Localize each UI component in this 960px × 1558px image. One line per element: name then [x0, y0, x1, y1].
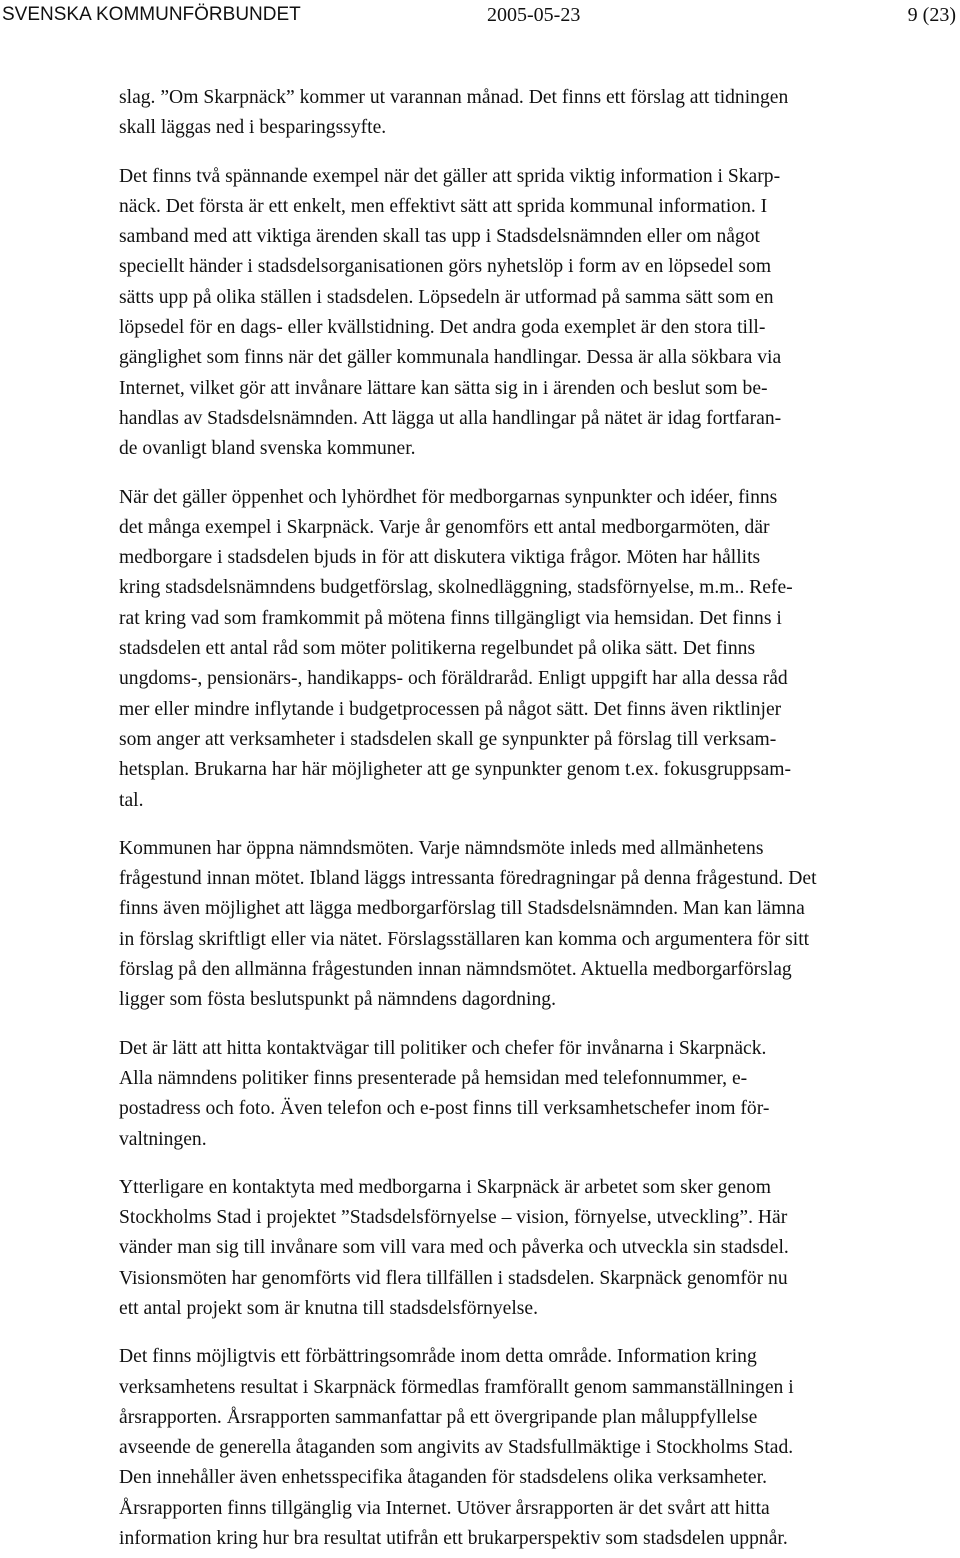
text-line: avseende de generella åtaganden som angivits av Stadsfullmäktige i Stockholms Stad.	[119, 1437, 794, 1459]
document-body	[119, 83, 909, 1554]
text-line: förslag på den allmänna frågestunden innan nämndsmötet. Aktuella medborgarförslag	[119, 959, 792, 981]
header-organization: SVENSKA KOMMUNFÖRBUNDET	[2, 4, 301, 25]
text-line: skall läggas ned i besparingssyfte.	[119, 117, 387, 139]
paragraph	[119, 834, 909, 1016]
text-line: speciellt händer i stadsdelsorganisationen görs nyhetslöp i form av en löpsedel som	[119, 256, 772, 278]
paragraph	[119, 1034, 909, 1155]
text-line: ett antal projekt som är knutna till stadsdelsförnyelse.	[119, 1297, 538, 1319]
paragraph-gap	[119, 1016, 909, 1034]
paragraph-gap	[119, 1324, 909, 1342]
text-line: hetsplan. Brukarna har här möjligheter att ge synpunkter genom t.ex. fokusgruppsam-	[119, 759, 791, 781]
text-line: gänglighet som finns när det gäller kommunala handlingar. Dessa är alla sökbara via	[119, 347, 782, 369]
text-line: näck. Det första är ett enkelt, men effektivt sätt att sprida kommunal information. I	[119, 195, 768, 217]
text-line: det många exempel i Skarpnäck. Varje år genomförs ett antal medborgarmöten, där	[119, 516, 770, 538]
text-line: Årsrapporten finns tillgänglig via Internet. Utöver årsrapporten är det svårt att hitta	[119, 1497, 770, 1519]
text-line: verksamhetens resultat i Skarpnäck förmedlas framförallt genom sammanställningen i	[119, 1376, 794, 1398]
text-line: information kring hur bra resultat utifrån ett brukarperspektiv som stadsdelen uppnår.	[119, 1528, 788, 1550]
text-line: finns även möjlighet att lägga medborgarförslag till Stadsdelsnämnden. Man kan lämna	[119, 898, 805, 920]
text-line: När det gäller öppenhet och lyhördhet för medborgarnas synpunkter och idéer, finns	[119, 486, 778, 508]
paragraph-gap	[119, 816, 909, 834]
text-line: samband med att viktiga ärenden skall tas upp i Stadsdelsnämnden eller om något	[119, 226, 760, 248]
text-line: ligger som fösta beslutspunkt på nämndens dagordning.	[119, 989, 556, 1011]
text-line: vänder man sig till invånare som vill vara med och påverka och utveckla sin stadsdel.	[119, 1237, 789, 1259]
page-header	[0, 0, 960, 34]
text-line: frågestund innan mötet. Ibland läggs intressanta föredragningar på denna frågestund. Det	[119, 868, 817, 890]
text-line: sätts upp på olika ställen i stadsdelen. Löpsedeln är utformad på samma sätt som en	[119, 286, 774, 308]
text-line: stadsdelen ett antal råd som möter politikerna regelbundet på olika sätt. Det finns	[119, 638, 756, 660]
paragraph-gap	[119, 144, 909, 162]
paragraph	[119, 83, 909, 144]
text-line: rat kring vad som framkommit på mötena finns tillgängligt via hemsidan. Det finns i	[119, 607, 782, 629]
text-line: Det är lätt att hitta kontaktvägar till politiker och chefer för invånarna i Skarpnäck.	[119, 1037, 767, 1059]
text-line: Visionsmöten har genomförts vid flera tillfällen i stadsdelen. Skarpnäck genomför nu	[119, 1267, 788, 1289]
paragraph-gap	[119, 465, 909, 483]
text-line: slag. ”Om Skarpnäck” kommer ut varannan månad. Det finns ett förslag att tidningen	[119, 87, 789, 108]
text-line: Internet, vilket gör att invånare lättare kan sätta sig in i ärenden och beslut som be-	[119, 377, 768, 399]
text-line: valtningen.	[119, 1128, 207, 1150]
text-line: Stockholms Stad i projektet ”Stadsdelsförnyelse – vision, förnyelse, utveckling”. Här	[119, 1207, 788, 1229]
paragraph	[119, 1173, 909, 1324]
paragraph	[119, 1342, 909, 1554]
text-line: mer eller mindre inflytande i budgetprocessen på något sätt. Det finns även riktlinjer	[119, 698, 782, 720]
text-line: handlas av Stadsdelsnämnden. Att lägga ut alla handlingar på nätet är idag fortfaran-	[119, 407, 782, 429]
text-line: löpsedel för en dags- eller kvällstidning. Det andra goda exemplet är den stora till-	[119, 317, 766, 339]
paragraph	[119, 483, 909, 816]
text-line: Ytterligare en kontaktyta med medborgarna i Skarpnäck är arbetet som sker genom	[119, 1176, 771, 1198]
text-line: Den innehåller även enhetsspecifika åtaganden för stadsdelens olika verksamheter.	[119, 1467, 767, 1489]
paragraph	[119, 162, 909, 465]
text-line: Det finns två spännande exempel när det gäller att sprida viktig information i Skarp-	[119, 165, 781, 187]
text-line: Det finns möjligtvis ett förbättringsområde inom detta område. Information kring	[119, 1346, 757, 1368]
text-line: kring stadsdelsnämndens budgetförslag, skolnedläggning, stadsförnyelse, m.m.. Refe-	[119, 577, 793, 599]
text-line: Alla nämndens politiker finns presenterade på hemsidan med telefonnummer, e-	[119, 1067, 748, 1089]
text-line: årsrapporten. Årsrapporten sammanfattar på ett övergripande plan måluppfyllelse	[119, 1406, 758, 1428]
text-line: Kommunen har öppna nämndsmöten. Varje nämndsmöte inleds med allmänhetens	[119, 837, 764, 859]
header-page-number: 9 (23)	[907, 4, 956, 26]
paragraph-gap	[119, 1155, 909, 1173]
text-line: som anger att verksamheter i stadsdelen skall ge synpunkter på förslag till verksam-	[119, 728, 777, 750]
text-line: de ovanligt bland svenska kommuner.	[119, 438, 416, 460]
text-line: ungdoms-, pensionärs-, handikapps- och föräldraråd. Enligt uppgift har alla dessa råd	[119, 668, 788, 690]
text-line: in förslag skriftligt eller via nätet. Förslagsställaren kan komma och argumentera för sitt	[119, 928, 810, 950]
text-line: medborgare i stadsdelen bjuds in för att diskutera viktiga frågor. Möten har hållits	[119, 547, 761, 569]
header-date: 2005-05-23	[487, 4, 581, 26]
text-line: tal.	[119, 789, 144, 811]
text-line: postadress och foto. Även telefon och e-post finns till verksamhetschefer inom för-	[119, 1098, 770, 1120]
